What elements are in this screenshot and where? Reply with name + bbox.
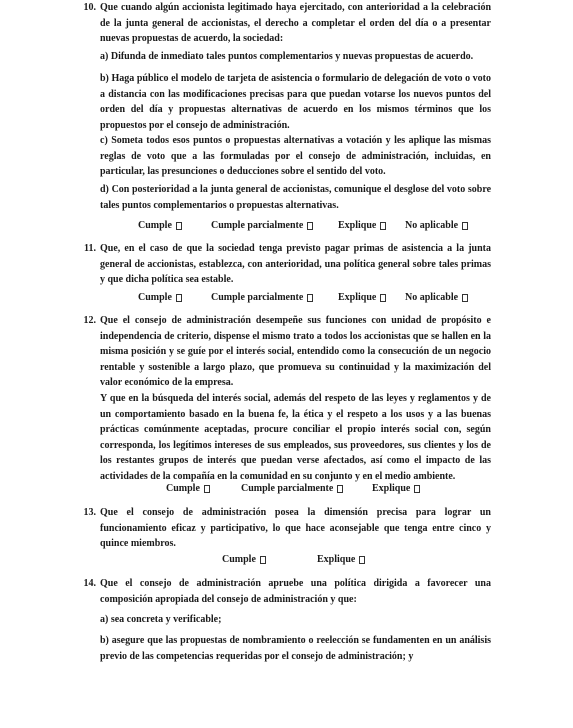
rec11-option-explique[interactable] xyxy=(338,290,386,306)
rec10-option-parcial[interactable] xyxy=(211,218,313,234)
rec14-number: 14. xyxy=(83,578,96,589)
rec14-text: Que el consejo de administración apruebe una política dirigida a favorecer una composición apropiada del consejo de administración y que: xyxy=(100,578,491,605)
rec11-options xyxy=(0,290,573,306)
option-label: Explique xyxy=(317,554,356,565)
checkbox[interactable] xyxy=(462,222,468,230)
rec14-item-b-letter: b) xyxy=(100,635,109,646)
rec11-option-parcial[interactable] xyxy=(211,290,313,306)
rec10-item-d-text: Con posterioridad a la junta general de accionistas, comunique el desglose del voto sobre tales puntos complementarios o propuestas alternativas. xyxy=(100,184,492,211)
option-label: Cumple xyxy=(138,292,172,303)
rec10-item-a-text: Difunda de inmediato tales puntos complementarios y nuevas propuestas de acuerdo. xyxy=(110,51,474,62)
checkbox[interactable] xyxy=(176,222,182,230)
rec10-item-d-letter: d) xyxy=(100,184,109,195)
option-label: Explique xyxy=(372,483,411,494)
rec10-option-cumple[interactable] xyxy=(138,218,182,234)
rec10-item-a xyxy=(100,49,491,65)
rec10-item-c-text: Someta todos esos puntos o propuestas alternativas a votación y les aplique las mismas reglas de voto que a las formuladas por el consejo de administración, incluidas, en particular, las presunciones o deducciones sobre el sentido del voto. xyxy=(100,135,492,178)
rec10-intro: Que cuando algún accionista legitimado haya ejercitado, con anterioridad a la celebración de la junta general de accionistas, el derecho a completar el orden del día o a presentar nuevas propuestas de acuerdo, la sociedad: xyxy=(100,2,491,45)
rec10-option-no-aplicable[interactable] xyxy=(405,218,468,234)
rec10-item-b xyxy=(100,71,491,133)
rec14-item-a xyxy=(100,612,491,628)
rec14-item-a-letter: a) xyxy=(100,614,109,625)
rec14-item-b-text: asegure que las propuestas de nombramiento o reelección se fundamenten en un análisis previo de las competencias requeridas por el consejo de administración; y xyxy=(100,635,491,662)
rec13-options xyxy=(0,552,573,568)
rec11-number: 11. xyxy=(84,243,96,254)
rec10-item-c xyxy=(100,133,491,180)
rec13-option-explique[interactable] xyxy=(317,552,365,568)
checkbox[interactable] xyxy=(307,222,313,230)
checkbox[interactable] xyxy=(380,294,386,302)
option-label: Cumple xyxy=(166,483,200,494)
checkbox[interactable] xyxy=(380,222,386,230)
rec10-item-b-letter: b) xyxy=(100,73,109,84)
rec10-item-a-letter: a) xyxy=(100,51,109,62)
rec12-option-explique[interactable] xyxy=(372,481,420,497)
rec10-item-c-letter: c) xyxy=(100,135,108,146)
rec10-options xyxy=(0,218,573,234)
rec11-text: Que, en el caso de que la sociedad tenga previsto pagar primas de asistencia a la junta general de accionistas, establezca, con anterioridad, una política general sobre tales primas y que dicha política sea estable. xyxy=(100,243,491,286)
checkbox[interactable] xyxy=(337,485,343,493)
rec12-text: Que el consejo de administración desempeñe sus funciones con unidad de propósito e independencia de criterio, dispense el mismo trato a todos los accionistas que se hallen en la misma posición y se guíe por el interés social, entendido como la consecución de un negocio rentable y sostenible a largo plazo, que promueva su continuidad y la maximización del valor económico de la empresa. xyxy=(100,315,491,389)
option-label: No aplicable xyxy=(405,220,459,231)
option-label: Cumple parcialmente xyxy=(211,292,304,303)
option-label: Cumple xyxy=(138,220,172,231)
rec10-option-explique[interactable] xyxy=(338,218,386,234)
rec12-text-2: Y que en la búsqueda del interés social, además del respeto de las leyes y reglamentos y de un comportamiento basado en la buena fe, la ética y el respeto a los usos y a las buenas prácticas comúnmente aceptadas, procure conciliar el propio interés social con, según corresponda, los legítimos intereses de sus empleados, sus proveedores, sus clientes y los de los restantes grupos de interés que puedan verse afectados, así como el impacto de las actividades de la compañía en la comunidad en su conjunto y en el medio ambiente. xyxy=(100,393,491,482)
checkbox[interactable] xyxy=(462,294,468,302)
option-label: Explique xyxy=(338,292,377,303)
checkbox[interactable] xyxy=(176,294,182,302)
option-label: Cumple parcialmente xyxy=(241,483,334,494)
rec10-item-b-text: Haga público el modelo de tarjeta de asistencia o formulario de delegación de voto o voto a distancia con las modificaciones precisas para que puedan votarse los nuevos puntos del orden del día y propuestas alternativas de acuerdo en los mismos términos que los propuestos por el consejo de administración. xyxy=(100,73,492,131)
rec14-item-b xyxy=(100,633,491,664)
option-label: Cumple parcialmente xyxy=(211,220,304,231)
rec14-item-a-text: sea concreta y verificable; xyxy=(110,614,222,625)
rec12-option-cumple[interactable] xyxy=(166,481,210,497)
checkbox[interactable] xyxy=(359,556,365,564)
rec12-options xyxy=(0,481,573,497)
rec10-item-d xyxy=(100,182,491,213)
checkbox[interactable] xyxy=(204,485,210,493)
rec13-option-cumple[interactable] xyxy=(222,552,266,568)
rec11-option-cumple[interactable] xyxy=(138,290,182,306)
rec13-number: 13. xyxy=(83,507,96,518)
option-label: Explique xyxy=(338,220,377,231)
checkbox[interactable] xyxy=(414,485,420,493)
checkbox[interactable] xyxy=(260,556,266,564)
rec12-option-parcial[interactable] xyxy=(241,481,343,497)
rec11-option-no-aplicable[interactable] xyxy=(405,290,468,306)
rec12-number: 12. xyxy=(83,315,96,326)
option-label: No aplicable xyxy=(405,292,459,303)
rec13-text: Que el consejo de administración posea la dimensión precisa para lograr un funcionamiento eficaz y participativo, lo que hace aconsejable que tenga entre cinco y quince miembros. xyxy=(100,507,491,550)
option-label: Cumple xyxy=(222,554,256,565)
rec10-number: 10. xyxy=(83,2,96,13)
checkbox[interactable] xyxy=(307,294,313,302)
